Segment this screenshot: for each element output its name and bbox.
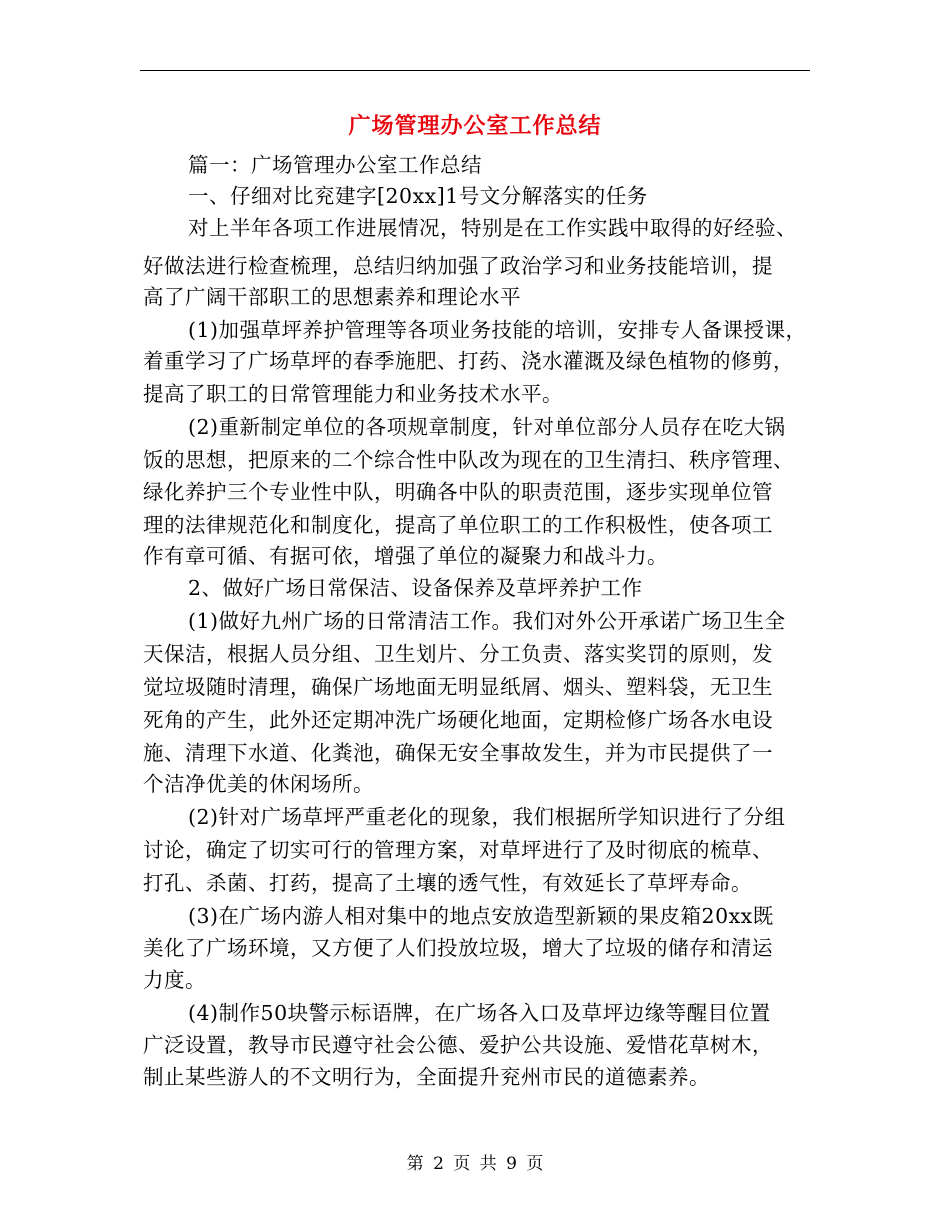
text-line-subheading-1: 一、仔细对比兖建字[20xx]1号文分解落实的任务 xyxy=(188,184,648,208)
text-line: 饭的思想，把原来的二个综合性中队改为现在的卫生清扫、秩序管理、 xyxy=(143,448,794,472)
text-line: 美化了广场环境，又方便了人们投放垃圾，增大了垃圾的储存和清运 xyxy=(143,936,773,960)
text-line: 制止某些游人的不文明行为，全面提升兖州市民的道德素养。 xyxy=(143,1065,710,1089)
text-line: 理的法律规范化和制度化，提高了单位职工的工作积极性，使各项工 xyxy=(143,513,773,537)
document-title: 广场管理办公室工作总结 xyxy=(348,113,602,139)
text-line: 绿化养护三个专业性中队，明确各中队的职责范围，逐步实现单位管 xyxy=(143,480,773,504)
text-line: 着重学习了广场草坪的春季施肥、打药、浇水灌溉及绿色植物的修剪， xyxy=(143,349,794,373)
text-line: 提高了职工的日常管理能力和业务技术水平。 xyxy=(143,382,563,406)
text-line: (2)重新制定单位的各项规章制度，针对单位部分人员存在吃大锅 xyxy=(188,415,786,439)
text-line: 天保洁，根据人员分组、卫生划片、分工负责、落实奖罚的原则，发 xyxy=(143,642,773,666)
text-line: 广泛设置，教导市民遵守社会公德、爱护公共设施、爱惜花草树木， xyxy=(143,1033,773,1057)
text-line: (1)做好九州广场的日常清洁工作。我们对外公开承诺广场卫生全 xyxy=(188,609,786,633)
text-line: (2)针对广场草坪严重老化的现象，我们根据所学知识进行了分组 xyxy=(188,805,786,829)
header-rule xyxy=(140,70,810,71)
text-line-section-heading: 篇一：广场管理办公室工作总结 xyxy=(188,153,482,177)
text-line: 个洁净优美的休闲场所。 xyxy=(143,772,374,796)
text-line: (1)加强草坪养护管理等各项业务技能的培训，安排专人备课授课， xyxy=(188,318,807,342)
text-line: (3)在广场内游人相对集中的地点安放造型新颖的果皮箱20xx既 xyxy=(188,904,774,928)
text-line: 施、清理下水道、化粪池，确保无安全事故发生，并为市民提供了一 xyxy=(143,741,773,765)
text-line: (4)制作50块警示标语牌，在广场各入口及草坪边缘等醒目位置 xyxy=(188,1001,771,1025)
text-line: 讨论，确定了切实可行的管理方案，对草坪进行了及时彻底的梳草、 xyxy=(143,838,773,862)
text-line: 好做法进行检查梳理，总结归纳加强了政治学习和业务技能培训，提 xyxy=(143,254,773,278)
text-line: 打孔、杀菌、打药，提高了土壤的透气性，有效延长了草坪寿命。 xyxy=(143,871,752,895)
text-line: 力度。 xyxy=(143,968,206,992)
text-line-subheading-2: 2、做好广场日常保洁、设备保养及草坪养护工作 xyxy=(188,576,643,600)
text-line: 高了广阔干部职工的思想素养和理论水平 xyxy=(143,285,521,309)
page-number-footer: 第 2 页 共 9 页 xyxy=(406,1154,544,1174)
text-line: 作有章可循、有据可依，增强了单位的凝聚力和战斗力。 xyxy=(143,544,668,568)
text-line: 死角的产生，此外还定期冲洗广场硬化地面，定期检修广场各水电设 xyxy=(143,708,773,732)
text-line: 觉垃圾随时清理，确保广场地面无明显纸屑、烟头、塑料袋，无卫生 xyxy=(143,675,773,699)
text-line: 对上半年各项工作进展情况，特别是在工作实践中取得的好经验、 xyxy=(188,216,797,240)
